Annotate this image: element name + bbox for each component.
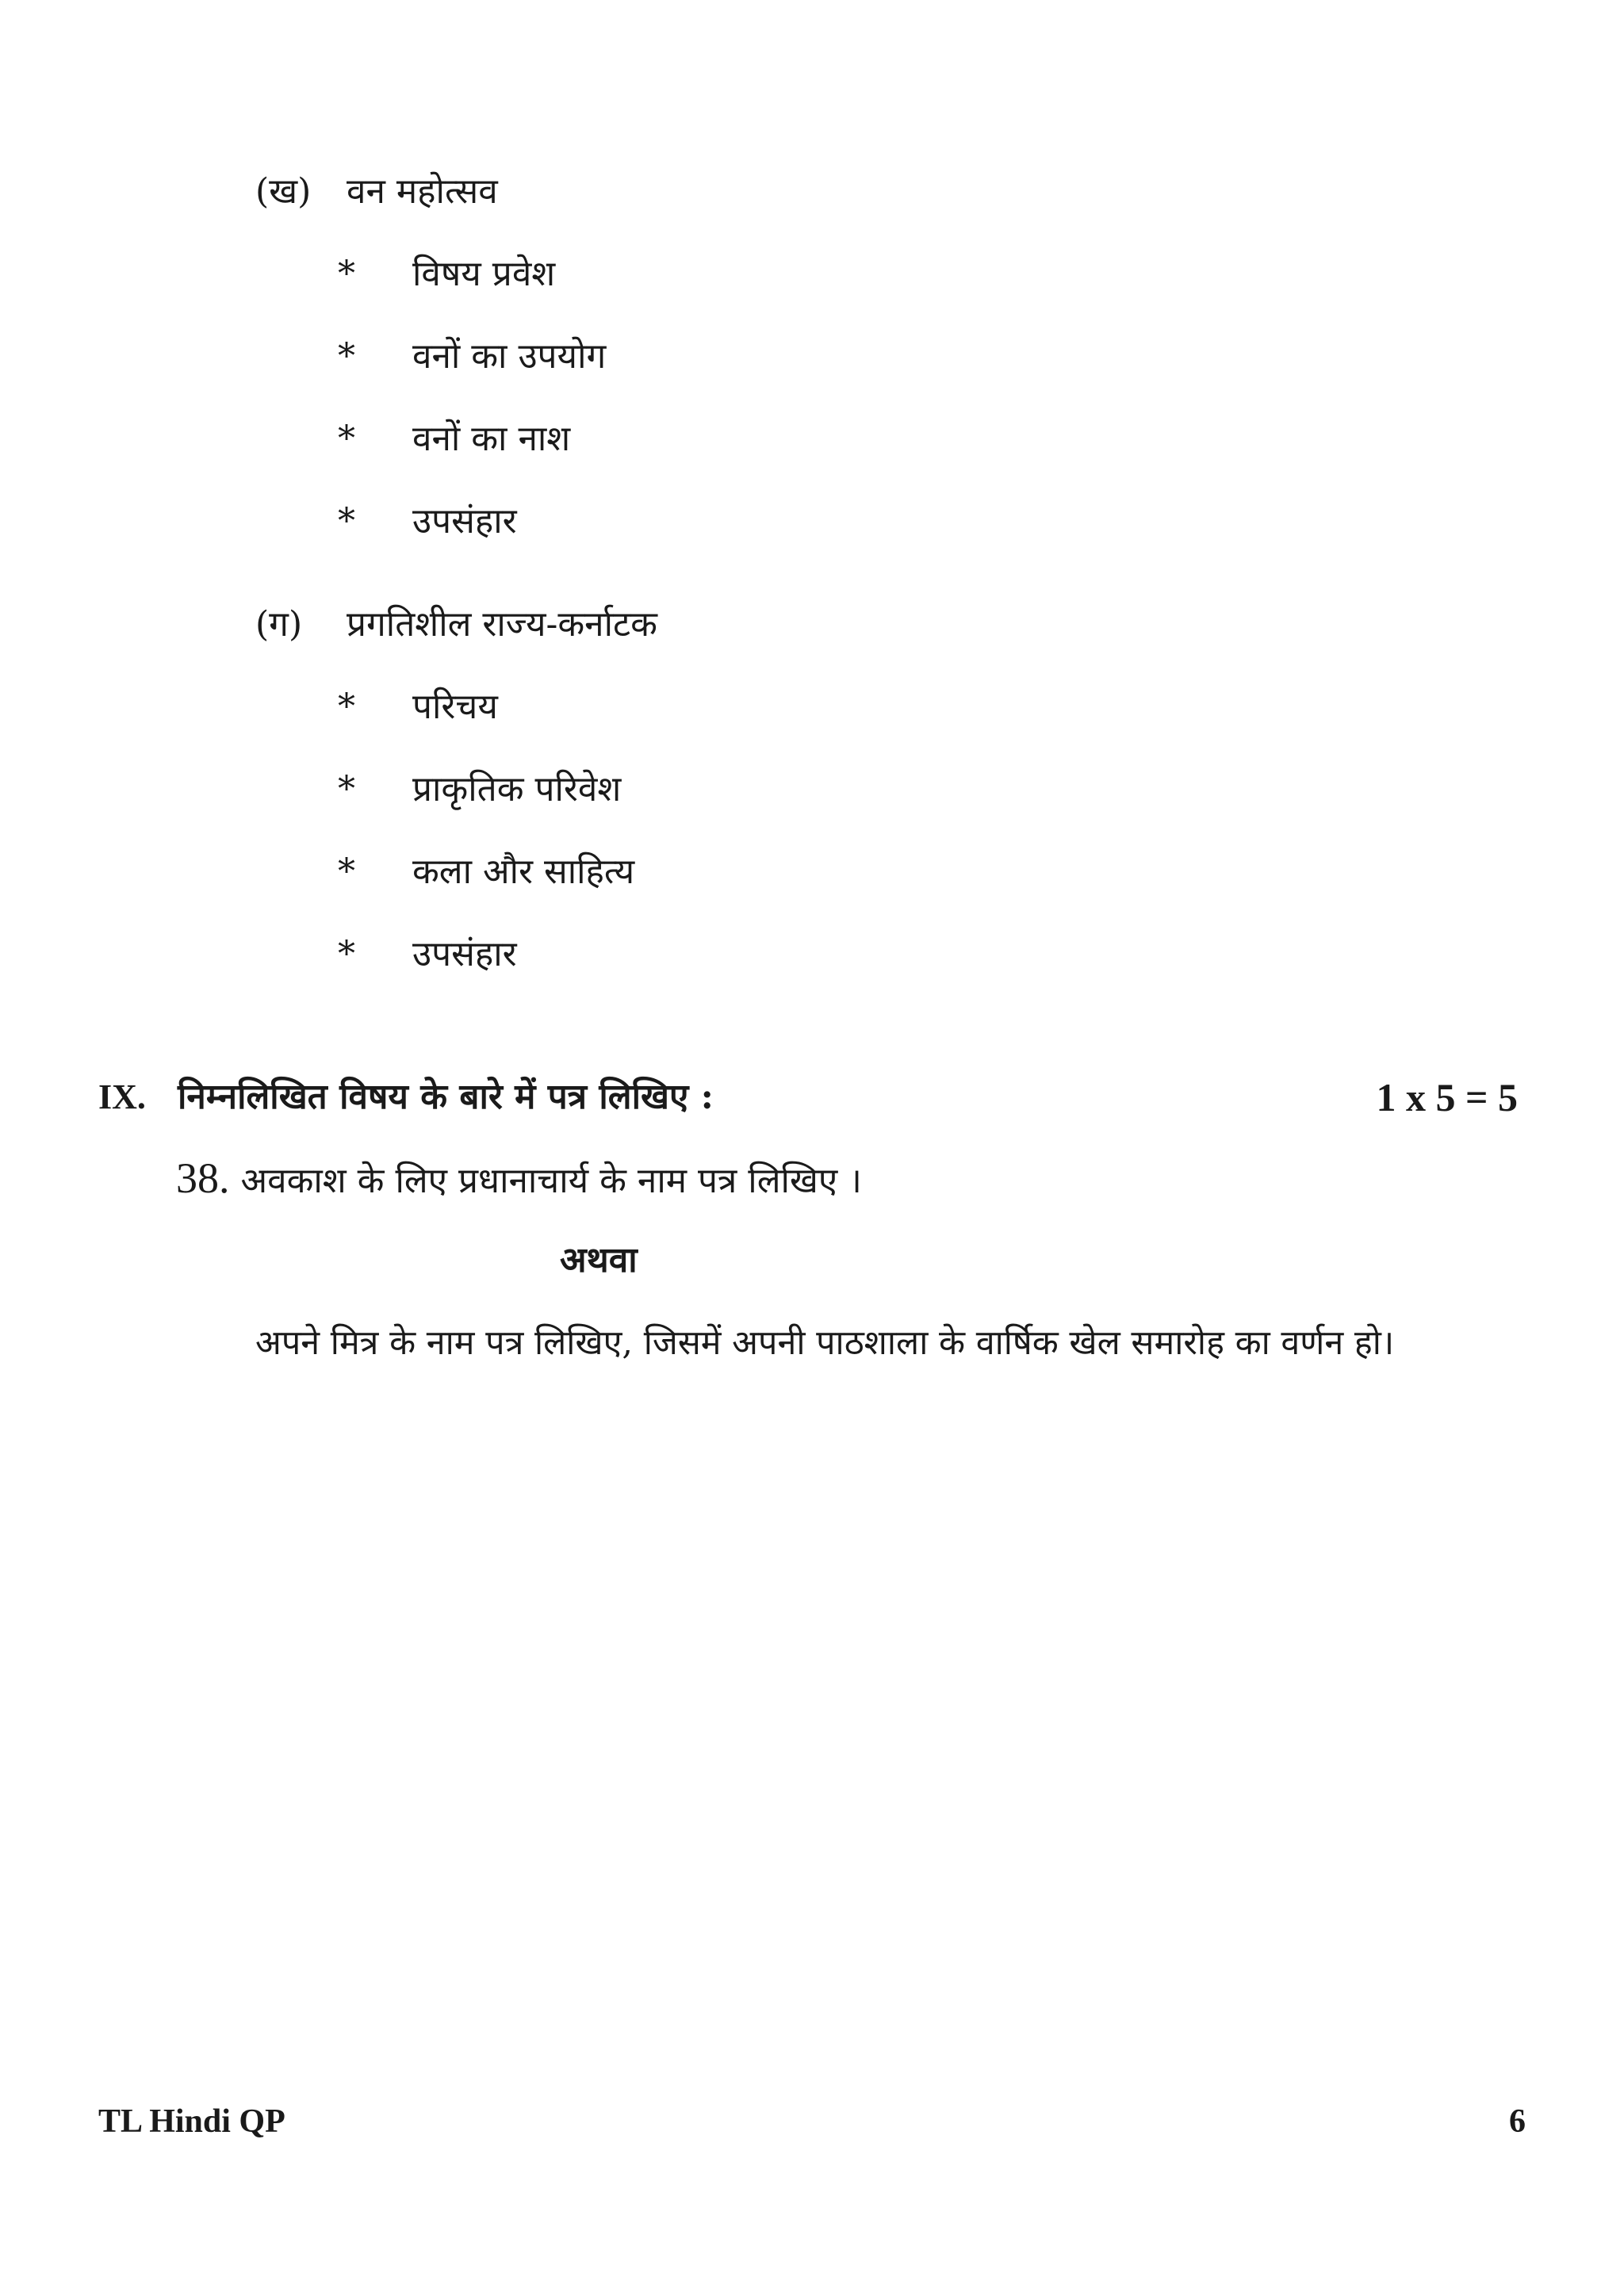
essay-c-point: * कला और साहित्य	[338, 848, 634, 896]
bullet-star: *	[338, 254, 355, 294]
essay-option-c-mark: (ग)	[255, 604, 303, 645]
essay-option-c-heading	[255, 601, 657, 649]
section-heading	[98, 1073, 1518, 1121]
bullet-star: *	[338, 851, 355, 892]
question-text: अवकाश के लिए प्रधानाचार्य के नाम पत्र लिखिए ।	[240, 1161, 862, 1201]
question-number: 38.	[176, 1154, 230, 1202]
essay-option-b-mark: (ख)	[255, 171, 312, 212]
bullet-star: *	[338, 934, 355, 974]
question-38	[176, 1154, 862, 1205]
footer-page-number: 6	[1509, 2103, 1526, 2140]
bullet-star: *	[338, 769, 355, 809]
essay-c-point: * प्राकृतिक परिवेश	[338, 766, 621, 813]
essay-option-b-heading	[255, 168, 498, 216]
essay-b-point: * उपसंहार	[338, 498, 517, 545]
bullet-star: *	[338, 336, 355, 377]
essay-c-point: * परिचय	[338, 683, 498, 731]
or-separator: अथवा	[560, 1240, 638, 1280]
essay-option-c-title: प्रगतिशील राज्य-कर्नाटक	[347, 604, 657, 645]
footer-paper-code: TL Hindi QP	[98, 2103, 285, 2140]
essay-b-point: * वनों का उपयोग	[338, 333, 606, 381]
section-number: IX.	[98, 1077, 146, 1116]
section-title: निम्नलिखित विषय के बारे में पत्र लिखिए :	[178, 1077, 714, 1117]
essay-option-b-title: वन महोत्सव	[347, 171, 498, 212]
essay-b-point: * वनों का नाश	[338, 415, 570, 463]
alternate-question: अपने मित्र के नाम पत्र लिखिए, जिसमें अपनी पाठशाला के वार्षिक खेल समारोह का वर्णन हो।	[255, 1323, 1395, 1363]
bullet-star: *	[338, 501, 355, 541]
essay-b-point: * विषय प्रवेश	[338, 251, 555, 298]
essay-c-point: * उपसंहार	[338, 931, 517, 978]
bullet-star: *	[338, 687, 355, 727]
section-marks: 1 x 5 = 5	[1376, 1075, 1518, 1119]
bullet-star: *	[338, 419, 355, 459]
